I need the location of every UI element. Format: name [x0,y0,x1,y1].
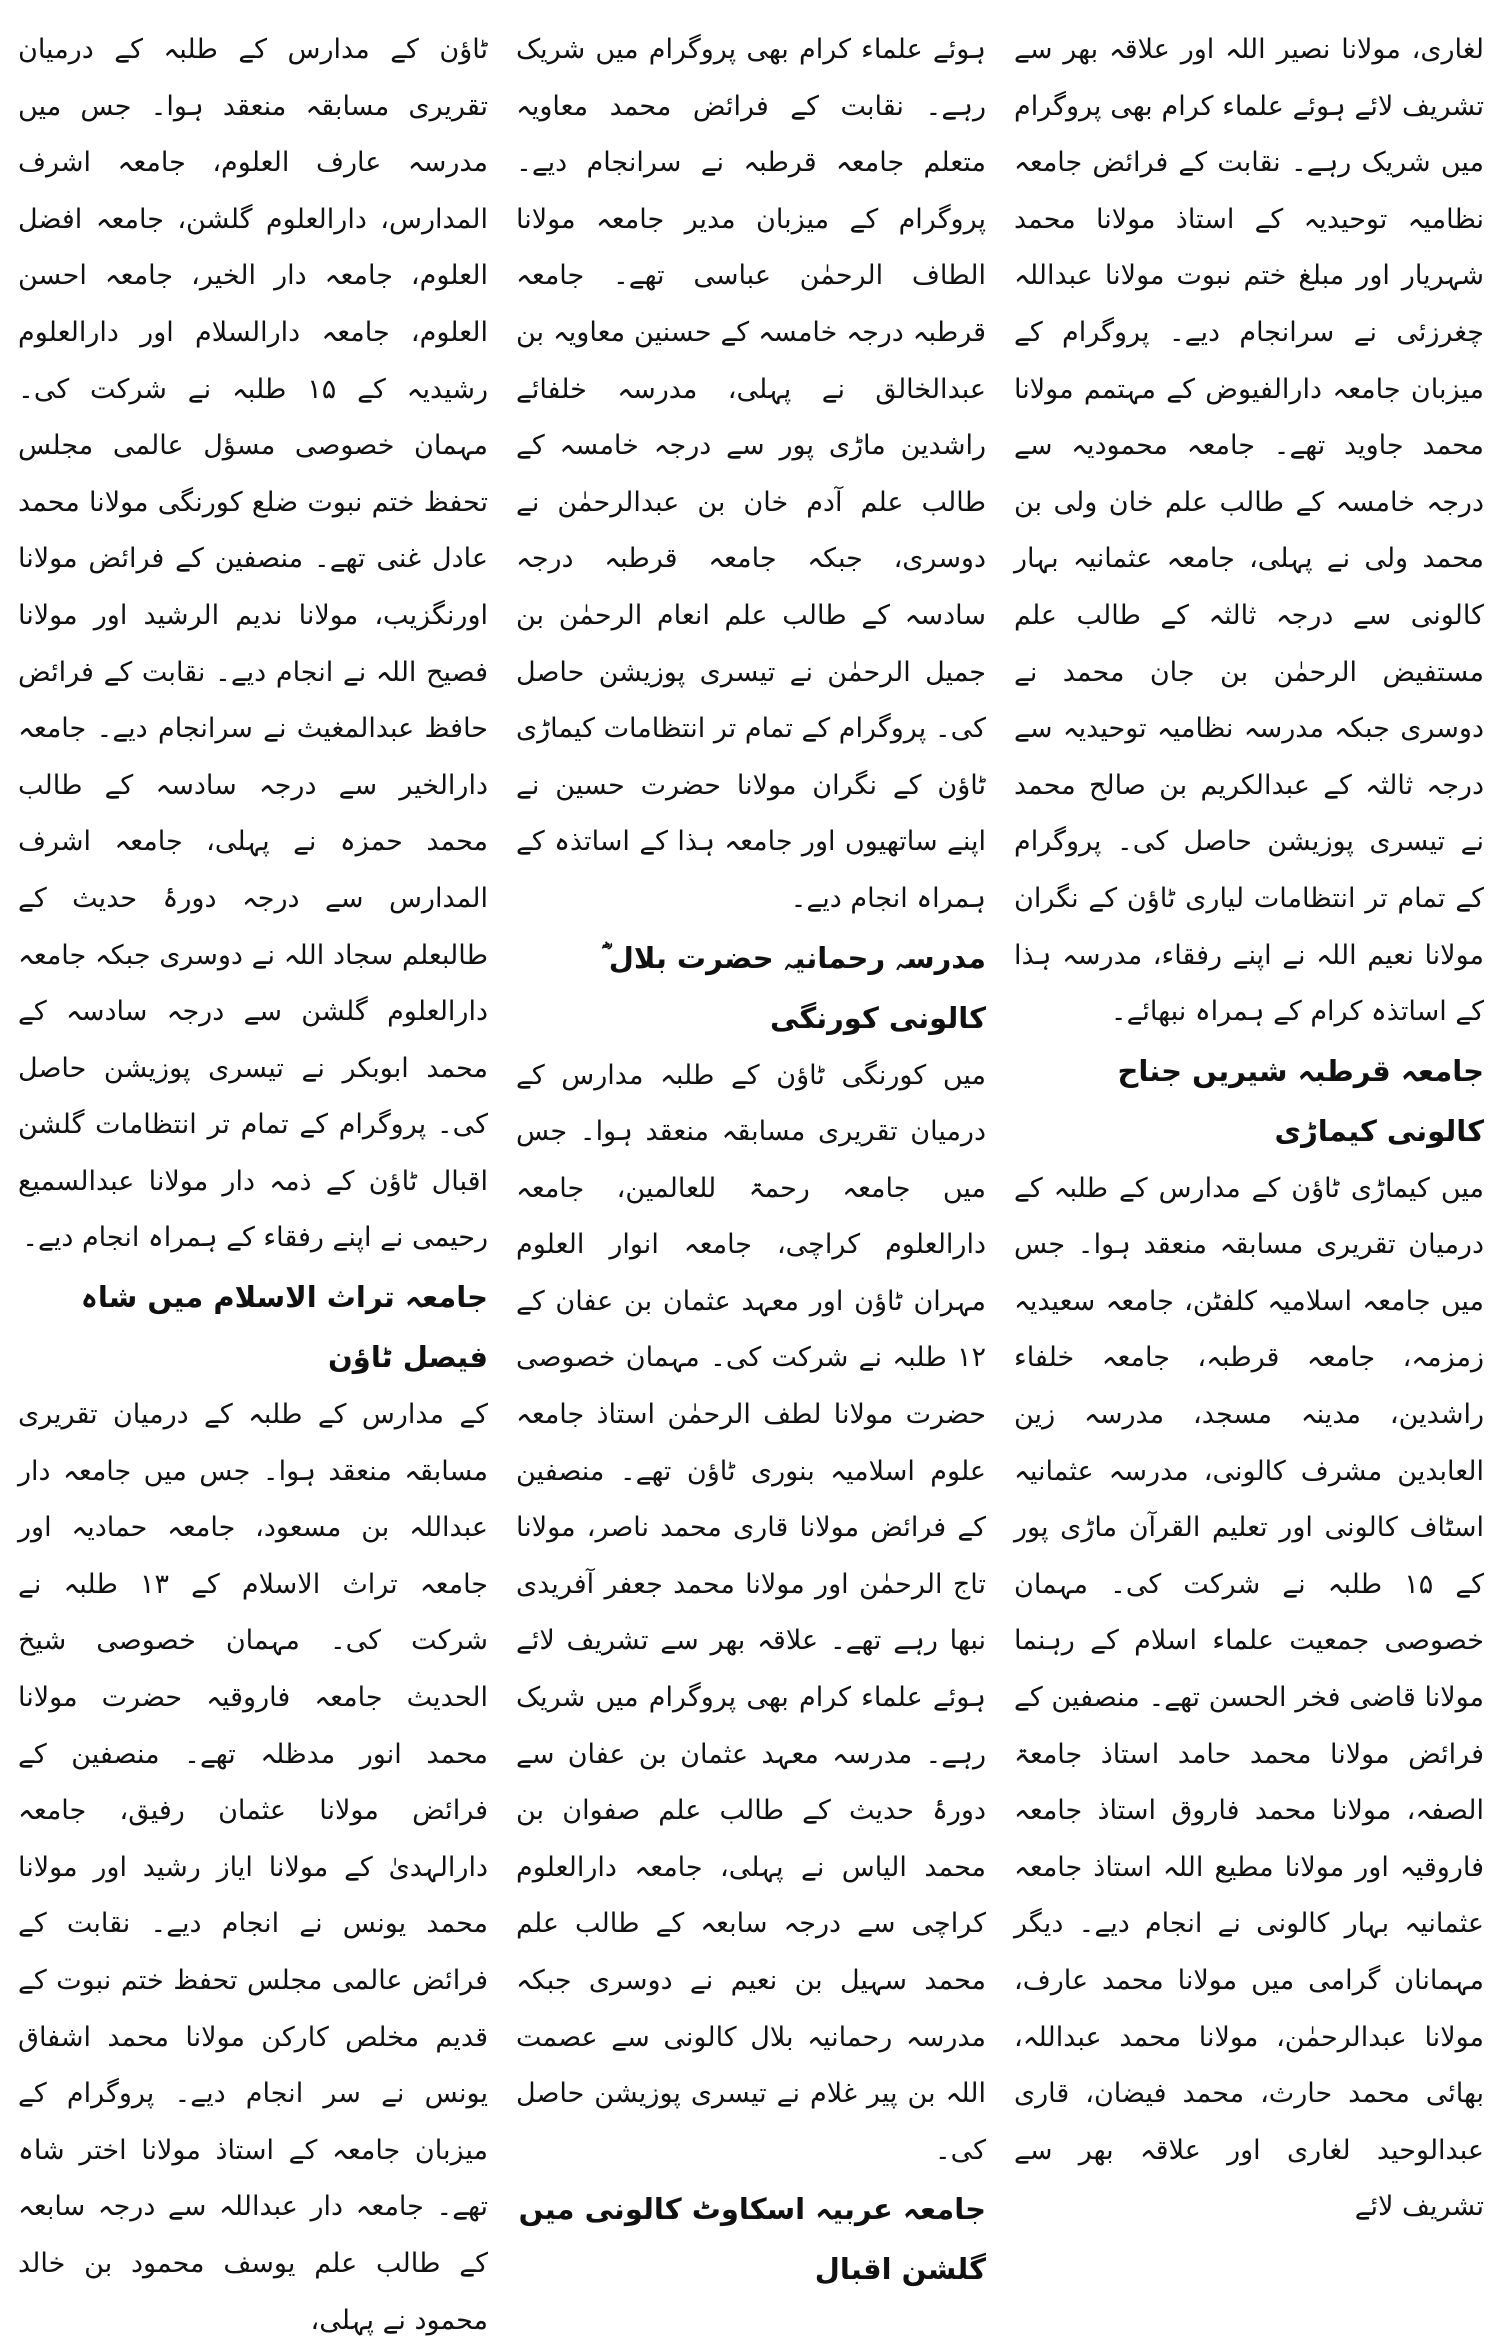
body-paragraph: ٹاؤن کے مدارس کے طلبہ کے درمیان تقریری مسابقہ منعقد ہوا۔ جس میں مدرسہ عارف العلوم، جامعہ اشرف المدارس، دارالعلوم گلشن، جامعہ افضل العلوم، جامعہ دار الخیر، جامعہ احسن العلوم، جامعہ دارالسلام اور دارالعلوم رشیدیہ کے ۱۵ طلبہ نے شرکت کی۔ مہمان خصوصی مسؤل عالمی مجلس تحفظ ختم نبوت ضلع کورنگی مولانا محمد عادل غنی تھے۔ منصفین کے فرائض مولانا اورنگزیب، مولانا ندیم الرشید اور مولانا فصیح اللہ نے انجام دیے۔ نقابت کے فرائض حافظ عبدالمغیث نے سرانجام دیے۔ جامعہ دارالخیر سے درجہ سادسہ کے طالب محمد حمزہ نے پہلی، جامعہ اشرف المدارس سے درجہ دورۂ حدیث کے طالبعلم سجاد اللہ نے دوسری جبکہ جامعہ دارالعلوم گلشن سے درجہ سادسہ کے محمد ابوبکر نے تیسری پوزیشن حاصل کی۔ پروگرام کے تمام تر انتظامات گلشن اقبال ٹاؤن کے ذمہ دار مولانا عبدالسمیع رحیمی نے اپنے رفقاء کے ہمراہ انجام دیے۔ [18,34,488,1254]
body-paragraph: لغاری، مولانا نصیر اللہ اور علاقہ بھر سے تشریف لائے ہوئے علماء کرام بھی پروگرام میں شریک رہے۔ نقابت کے فرائض جامعہ نظامیہ توحیدیہ کے استاذ مولانا محمد شہریار اور مبلغ ختم نبوت مولانا عبداللہ چغرزئی نے سرانجام دیے۔ پروگرام کے میزبان جامعہ دارالفیوض کے مہتمم مولانا محمد جاوید تھے۔ جامعہ محمودیہ سے درجہ خامسہ کے طالب علم خان ولی بن محمد ولی نے پہلی، جامعہ عثمانیہ بہار کالونی سے درجہ ثالثہ کے طالب علم مستفیض الرحمٰن بن جان محمد نے دوسری جبکہ مدرسہ نظامیہ توحیدیہ سے درجہ ثالثہ کے عبدالکریم بن صالح محمد نے تیسری پوزیشن حاصل کی۔ پروگرام کے تمام تر انتظامات لیاری ٹاؤن کے نگران مولانا نعیم اللہ نے اپنے رفقاء، مدرسہ ہذا کے اساتذہ کرام کے ہمراہ نبھائے۔ [1014,34,1484,1028]
column-middle [516,22,986,2287]
section-heading: جامعہ عربیہ اسکاوٹ کالونی میں گلشن اقبال [518,2192,986,2287]
column-left [18,22,488,2336]
section-heading: مدرسہ رحمانیہ حضرت بلال ؓ کالونی کورنگی [601,940,986,1035]
column-right [1014,22,1485,2223]
body-paragraph: کے مدارس کے طلبہ کے درمیان تقریری مسابقہ منعقد ہوا۔ جس میں جامعہ دار عبداللہ بن مسعود، جامعہ حمادیہ اور جامعہ تراث الاسلام کے ۱۳ طلبہ نے شرکت کی۔ مہمان خصوصی شیخ الحدیث جامعہ فاروقیہ حضرت مولانا محمد انور مدظلہ تھے۔ منصفین کے فرائض مولانا عثمان رفیق، جامعہ دارالہدیٰ کے مولانا ایاز رشید اور مولانا محمد یونس نے انجام دیے۔ نقابت کے فرائض عالمی مجلس تحفظ ختم نبوت کے قدیم مخلص کارکن مولانا محمد اشفاق یونس نے سر انجام دیے۔ پروگرام کے میزبان جامعہ کے استاذ مولانا اختر شاہ تھے۔ جامعہ دار عبداللہ سے درجہ سابعہ کے طالب علم یوسف محمود بن خالد محمود نے پہلی، [18,1399,488,2336]
body-paragraph: ہوئے علماء کرام بھی پروگرام میں شریک رہے۔ نقابت کے فرائض محمد معاویہ متعلم جامعہ قرطبہ نے سرانجام دیے۔ پروگرام کے میزبان مدیر جامعہ مولانا الطاف الرحمٰن عباسی تھے۔ جامعہ قرطبہ درجہ خامسہ کے حسنین معاویہ بن عبدالخالق نے پہلی، مدرسہ خلفائے راشدین ماڑی پور سے درجہ خامسہ کے طالب علم آدم خان بن عبدالرحمٰن نے دوسری، جبکہ جامعہ قرطبہ درجہ سادسہ کے طالب علم انعام الرحمٰن بن جمیل الرحمٰن نے تیسری پوزیشن حاصل کی۔ پروگرام کے تمام تر انتظامات کیماڑی ٹاؤن کے نگران مولانا حضرت حسین نے اپنے ساتھیوں اور جامعہ ہذا کے اساتذہ کے ہمراہ انجام دیے۔ [516,34,986,914]
body-paragraph: میں کورنگی ٹاؤن کے طلبہ مدارس کے درمیان تقریری مسابقہ منعقد ہوا۔ جس میں جامعہ رحمۃ للعالمین، جامعہ دارالعلوم کراچی، جامعہ انوار العلوم مہران ٹاؤن اور معہد عثمان بن عفان کے ۱۲ طلبہ نے شرکت کی۔ مہمان خصوصی حضرت مولانا لطف الرحمٰن استاذ جامعہ علوم اسلامیہ بنوری ٹاؤن تھے۔ منصفین کے فرائض مولانا قاری محمد ناصر، مولانا تاج الرحمٰن اور مولانا محمد جعفر آفریدی نبھا رہے تھے۔ علاقہ بھر سے تشریف لائے ہوئے علماء کرام بھی پروگرام میں شریک رہے۔ مدرسہ معہد عثمان بن عفان سے دورۂ حدیث کے طالب علم صفوان بن محمد الیاس نے پہلی، جامعہ دارالعلوم کراچی سے درجہ سابعہ کے طالب علم محمد سہیل بن نعیم نے دوسری جبکہ مدرسہ رحمانیہ بلال کالونی سے عصمت اللہ بن پیر غلام نے تیسری پوزیشن حاصل کی۔ [516,1059,986,2166]
section-heading: جامعہ قرطبہ شیریں جناح کالونی کیماڑی [1117,1053,1484,1148]
body-paragraph: میں کیماڑی ٹاؤن کے مدارس کے طلبہ کے درمیان تقریری مسابقہ منعقد ہوا۔ جس میں جامعہ اسلامیہ کلفٹن، جامعہ سعیدیہ زمزمہ، جامعہ قرطبہ، جامعہ خلفاء راشدین، مدینہ مسجد، مدرسہ زین العابدین مشرف کالونی، مدرسہ عثمانیہ اسٹاف کالونی اور تعلیم القرآن ماڑی پور کے ۱۵ طلبہ نے شرکت کی۔ مہمان خصوصی جمعیت علماء اسلام کے رہنما مولانا قاضی فخر الحسن تھے۔ منصفین کے فرائض مولانا محمد حامد استاذ جامعۃ الصفہ، مولانا محمد فاروق استاذ جامعہ فاروقیہ اور مولانا مطیع اللہ استاذ جامعہ عثمانیہ بہار کالونی نے انجام دیے۔ دیگر مہمانان گرامی میں مولانا محمد عارف، مولانا عبدالرحمٰن، مولانا محمد عبداللہ، بھائی محمد حارث، محمد فیضان، قاری عبدالوحید لغاری اور علاقہ بھر سے تشریف لائے [1014,1172,1485,2223]
section-heading: جامعہ تراث الاسلام میں شاہ فیصل ٹاؤن [80,1280,488,1375]
